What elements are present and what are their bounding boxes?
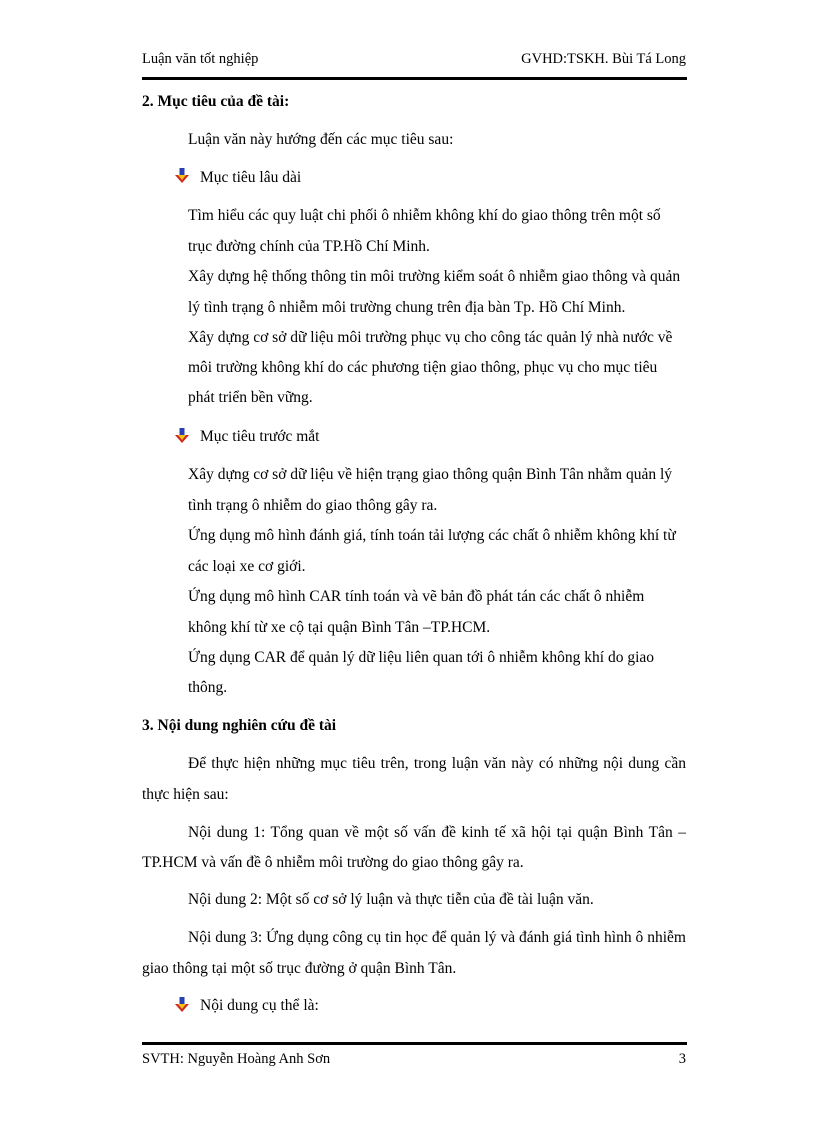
section3-paragraph: Nội dung 3: Ứng dụng công cụ tin học để quản lý và đánh giá tình hình ô nhiễm xyxy=(188,929,686,946)
long-term-line: phát triển bền vững. xyxy=(188,389,313,406)
header-rule xyxy=(142,77,687,80)
short-term-line: không khí từ xe cộ tại quận Bình Tân –TP.HCM. xyxy=(188,619,491,636)
long-term-line: Tìm hiểu các quy luật chi phối ô nhiễm không khí do giao thông trên một số xyxy=(188,207,661,224)
down-arrow-bullet-icon xyxy=(174,997,190,1013)
section3-paragraph: giao thông tại một số trục đường ở quận Bình Tân. xyxy=(142,960,457,977)
section3-paragraph: Nội dung 1: Tổng quan về một số vấn đề kinh tế xã hội tại quận Bình Tân – xyxy=(188,824,686,841)
short-term-title: Mục tiêu trước mắt xyxy=(200,428,320,445)
section2-intro: Luận văn này hướng đến các mục tiêu sau: xyxy=(188,131,454,148)
specific-content-label: Nội dung cụ thể là: xyxy=(200,997,319,1014)
header-right-text: GVHD:TSKH. Bùi Tá Long xyxy=(521,51,686,67)
down-arrow-bullet-icon xyxy=(174,428,190,444)
long-term-line: trục đường chính của TP.Hồ Chí Minh. xyxy=(188,238,430,255)
long-term-title: Mục tiêu lâu dài xyxy=(200,169,302,186)
section3-paragraph: TP.HCM và vấn đề ô nhiễm môi trường do giao thông gây ra. xyxy=(142,854,524,871)
page-footer xyxy=(142,1051,686,1071)
header-left-text: Luận văn tốt nghiệp xyxy=(142,51,259,67)
short-term-line: tình trạng ô nhiễm do giao thông gây ra. xyxy=(188,497,438,514)
long-term-line: Xây dựng hệ thống thông tin môi trường kiểm soát ô nhiễm giao thông và quản xyxy=(188,268,681,285)
section3-paragraph: Để thực hiện những mục tiêu trên, trong luận văn này có những nội dung cần xyxy=(188,755,686,772)
footer-author: SVTH: Nguyễn Hoàng Anh Sơn xyxy=(142,1051,331,1067)
long-term-line: môi trường không khí do các phương tiện giao thông, phục vụ cho mục tiêu xyxy=(188,359,658,376)
short-term-line: Ứng dụng mô hình CAR tính toán và vẽ bản đồ phát tán các chất ô nhiễm xyxy=(188,588,645,605)
short-term-line: các loại xe cơ giới. xyxy=(188,558,306,575)
short-term-line: Ứng dụng mô hình đánh giá, tính toán tải lượng các chất ô nhiễm không khí từ xyxy=(188,527,676,544)
down-arrow-bullet-icon xyxy=(174,168,190,184)
short-term-line: Ứng dụng CAR để quản lý dữ liệu liên quan tới ô nhiễm không khí do giao xyxy=(188,649,655,666)
section2-heading: 2. Mục tiêu của đề tài: xyxy=(142,93,290,110)
section3-heading: 3. Nội dung nghiên cứu đề tài xyxy=(142,717,337,734)
page-header xyxy=(142,51,686,71)
section3-paragraph: thực hiện sau: xyxy=(142,786,229,803)
section3-paragraph: Nội dung 2: Một số cơ sở lý luận và thực tiễn của đề tài luận văn. xyxy=(188,891,594,908)
page-number: 3 xyxy=(678,1051,686,1067)
long-term-line: lý tình trạng ô nhiễm môi trường chung trên địa bàn Tp. Hồ Chí Minh. xyxy=(188,299,626,316)
short-term-line: thông. xyxy=(188,679,228,696)
long-term-line: Xây dựng cơ sở dữ liệu môi trường phục vụ cho công tác quản lý nhà nước về xyxy=(188,329,673,346)
footer-rule xyxy=(142,1042,687,1045)
short-term-line: Xây dựng cơ sở dữ liệu về hiện trạng giao thông quận Bình Tân nhằm quản lý xyxy=(188,466,673,483)
